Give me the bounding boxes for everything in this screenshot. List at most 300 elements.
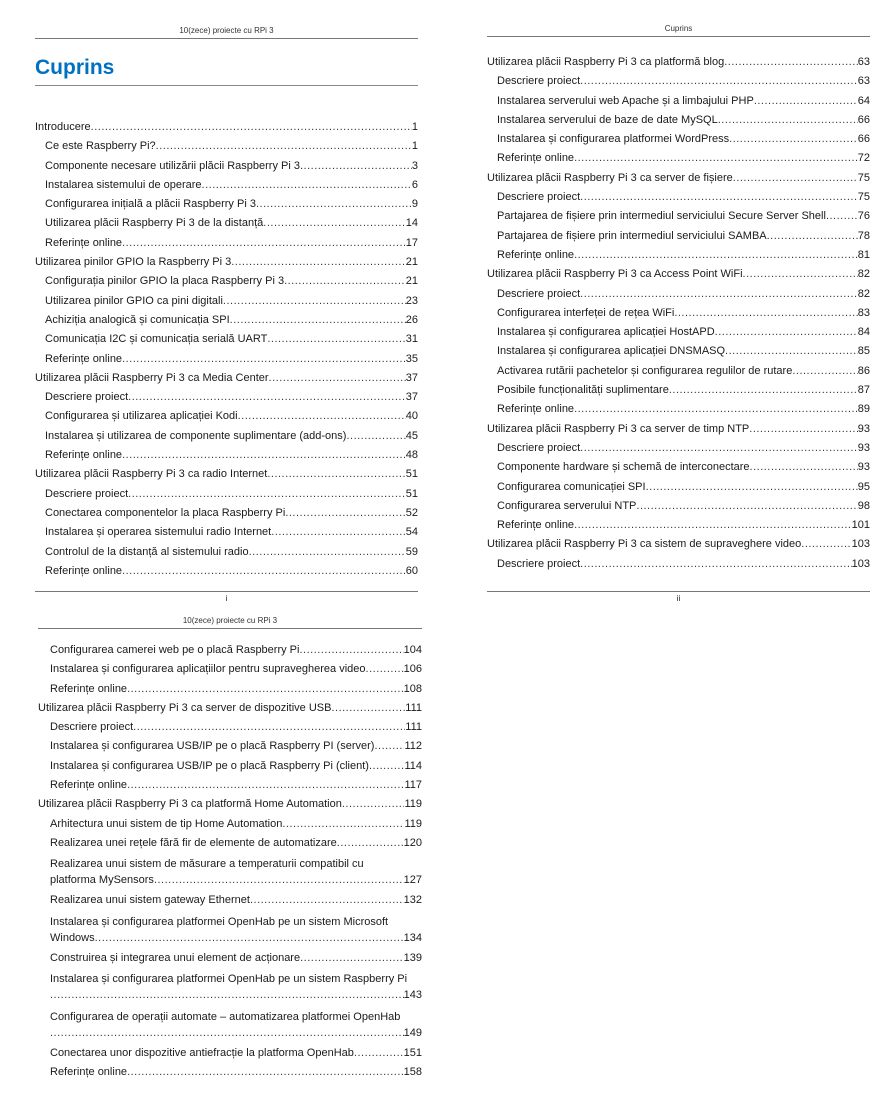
toc-entry-title: platforma MySensors bbox=[50, 874, 154, 887]
toc-entry-row bbox=[45, 523, 418, 542]
toc-entry[interactable] bbox=[38, 968, 422, 1006]
toc-entry[interactable] bbox=[38, 641, 422, 660]
toc-entry-title: Configurarea camerei web pe o placă Raspberry Pi bbox=[50, 644, 300, 656]
dot-leader bbox=[718, 111, 858, 130]
toc-entry-row bbox=[497, 381, 870, 400]
toc-entry-title: Descriere proiect bbox=[45, 391, 129, 404]
dot-leader bbox=[749, 420, 857, 439]
dot-leader bbox=[580, 285, 858, 304]
toc-page-number: 108 bbox=[403, 682, 422, 695]
toc-entry-row bbox=[497, 188, 870, 207]
toc-entry-title: Referințe online bbox=[497, 403, 575, 416]
toc-entry-title: Instalarea și operarea sistemului radio Internet bbox=[45, 526, 272, 539]
toc-entry[interactable] bbox=[38, 1063, 422, 1082]
toc-entry[interactable] bbox=[35, 407, 418, 426]
toc-entry[interactable] bbox=[487, 516, 870, 535]
toc-entry-title: Descriere proiect bbox=[497, 75, 581, 88]
toc-page-number: 54 bbox=[405, 526, 418, 539]
toc-entry[interactable] bbox=[487, 458, 870, 477]
toc-page-number: 75 bbox=[857, 191, 870, 204]
toc-entry[interactable] bbox=[35, 137, 418, 156]
toc-entry[interactable] bbox=[487, 323, 870, 342]
toc-page-number: 26 bbox=[405, 313, 418, 326]
dot-leader bbox=[300, 157, 412, 176]
running-header: Cuprins bbox=[487, 22, 870, 37]
dot-leader bbox=[267, 465, 405, 484]
toc-entry-row bbox=[497, 149, 870, 168]
toc-page-number: 119 bbox=[404, 817, 422, 830]
toc-entry[interactable] bbox=[35, 504, 418, 523]
toc-entry-title: Comunicația I2C și comunicația serială UART bbox=[45, 333, 268, 346]
toc-page-number: 51 bbox=[405, 468, 418, 481]
toc-entry-title: Referințe online bbox=[50, 1066, 128, 1079]
toc-entry[interactable] bbox=[35, 311, 418, 330]
toc-entry-row bbox=[45, 272, 418, 291]
toc-entry-title: Descriere proiect bbox=[497, 441, 581, 454]
dot-leader bbox=[725, 342, 858, 361]
toc-entry-title: Instalarea și configurarea aplicației HostAPD bbox=[497, 326, 715, 339]
toc-page-number: 87 bbox=[857, 384, 870, 397]
toc-page-number: 117 bbox=[404, 779, 422, 792]
toc-entry[interactable] bbox=[487, 400, 870, 419]
toc-entry-title: Referințe online bbox=[50, 682, 128, 695]
toc-entry-row bbox=[50, 834, 422, 853]
toc-page-number: 21 bbox=[405, 256, 418, 269]
dot-leader bbox=[223, 292, 406, 311]
toc-list bbox=[487, 53, 870, 574]
toc-page-number: 1 bbox=[411, 140, 418, 153]
toc-entry[interactable] bbox=[38, 911, 422, 949]
toc-entry[interactable] bbox=[487, 342, 870, 361]
dot-leader bbox=[91, 118, 412, 137]
toc-entry[interactable] bbox=[38, 660, 422, 679]
toc-entry-row bbox=[497, 362, 870, 381]
toc-page-number: 112 bbox=[404, 740, 422, 753]
dot-leader bbox=[646, 478, 858, 497]
toc-entry-row bbox=[35, 118, 418, 137]
toc-entry[interactable] bbox=[35, 350, 418, 369]
toc-page-number: 85 bbox=[857, 345, 870, 358]
toc-entry-title: Descriere proiect bbox=[497, 557, 581, 570]
toc-page-number: 60 bbox=[405, 564, 418, 577]
toc-entry[interactable] bbox=[35, 485, 418, 504]
toc-list bbox=[38, 641, 422, 1082]
toc-entry[interactable] bbox=[35, 388, 418, 407]
toc-page-number: 86 bbox=[857, 364, 870, 377]
toc-entry[interactable] bbox=[35, 369, 418, 388]
toc-entry-row bbox=[45, 176, 418, 195]
toc-entry-title: Referințe online bbox=[497, 152, 575, 165]
toc-entry-title: Referințe online bbox=[497, 248, 575, 261]
toc-entry-row bbox=[38, 795, 422, 814]
toc-entry-title: Referințe online bbox=[497, 519, 575, 532]
toc-entry-title: Utilizarea plăcii Raspberry Pi 3 ca Access Point WiFi bbox=[487, 268, 743, 281]
toc-entry-title: Conectarea componentelor la placa Raspberry Pi bbox=[45, 506, 286, 519]
toc-entry[interactable] bbox=[38, 757, 422, 776]
toc-page-number: 82 bbox=[857, 287, 870, 300]
toc-entry-row bbox=[45, 388, 418, 407]
dot-leader bbox=[337, 834, 404, 853]
dot-leader bbox=[269, 369, 406, 388]
toc-page-number: 76 bbox=[857, 210, 870, 223]
toc-entry[interactable] bbox=[35, 543, 418, 562]
toc-page-number: 103 bbox=[851, 557, 870, 570]
toc-entry[interactable] bbox=[38, 718, 422, 737]
dot-leader bbox=[271, 523, 406, 542]
toc-page-number: 103 bbox=[851, 538, 870, 551]
toc-entry[interactable] bbox=[35, 272, 418, 291]
toc-entry-row bbox=[497, 285, 870, 304]
dot-leader bbox=[230, 311, 406, 330]
toc-entry-title: Utilizarea pinilor GPIO ca pini digitali bbox=[45, 294, 223, 307]
toc-page-number: 149 bbox=[403, 1026, 422, 1039]
dot-leader bbox=[267, 330, 405, 349]
toc-entry[interactable] bbox=[38, 680, 422, 699]
toc-entry[interactable] bbox=[38, 834, 422, 853]
toc-entry[interactable] bbox=[38, 699, 422, 718]
dot-leader bbox=[127, 680, 404, 699]
toc-entry-title: Introducere bbox=[35, 121, 91, 133]
toc-entry[interactable] bbox=[487, 72, 870, 91]
toc-page-number: 127 bbox=[403, 874, 422, 887]
toc-entry[interactable] bbox=[35, 195, 418, 214]
toc-page-number: 98 bbox=[857, 499, 870, 512]
toc-entry[interactable] bbox=[487, 111, 870, 130]
toc-page-number: 63 bbox=[857, 56, 870, 68]
dot-leader bbox=[669, 381, 858, 400]
toc-entry-row bbox=[45, 350, 418, 369]
toc-entry-title: Configurarea inițială a plăcii Raspberry Pi 3 bbox=[45, 198, 256, 211]
dot-leader bbox=[300, 949, 404, 968]
toc-entry-row bbox=[50, 680, 422, 699]
toc-entry[interactable] bbox=[35, 176, 418, 195]
toc-entry-title: Configurarea și utilizarea aplicației Kodi bbox=[45, 410, 238, 423]
toc-entry[interactable] bbox=[487, 285, 870, 304]
toc-entry-title: Instalarea serverului web Apache și a limbajului PHP bbox=[497, 94, 754, 107]
toc-entry[interactable] bbox=[487, 149, 870, 168]
toc-entry-title: Arhitectura unui sistem de tip Home Automation bbox=[50, 817, 283, 830]
toc-entry-row bbox=[50, 1025, 422, 1041]
dot-leader bbox=[574, 516, 852, 535]
toc-entry-row bbox=[38, 699, 422, 718]
toc-page-number: 66 bbox=[857, 113, 870, 126]
dot-leader bbox=[127, 1063, 404, 1082]
toc-entry-row bbox=[497, 304, 870, 323]
running-header: 10(zece) proiecte cu RPi 3 bbox=[38, 614, 422, 629]
toc-page-number: 48 bbox=[405, 449, 418, 462]
toc-entry-row bbox=[45, 311, 418, 330]
dot-leader bbox=[122, 234, 406, 253]
toc-entry-title: Posibile funcționalități suplimentare bbox=[497, 384, 669, 397]
toc-entry-row bbox=[35, 465, 418, 484]
toc-page-number: 114 bbox=[404, 759, 422, 772]
toc-entry[interactable] bbox=[38, 1006, 422, 1044]
dot-leader bbox=[122, 562, 406, 581]
toc-entry[interactable] bbox=[35, 253, 418, 272]
toc-entry-row bbox=[45, 234, 418, 253]
dot-leader bbox=[122, 350, 406, 369]
toc-entry-row bbox=[497, 323, 870, 342]
dot-leader bbox=[154, 872, 404, 888]
toc-entry-row bbox=[45, 427, 418, 446]
toc-page-number: 84 bbox=[857, 326, 870, 339]
toc-entry[interactable] bbox=[487, 169, 870, 188]
dot-leader bbox=[733, 169, 858, 188]
toc-entry-title: Utilizarea plăcii Raspberry Pi 3 de la distanță bbox=[45, 217, 264, 230]
toc-page-number: 14 bbox=[405, 217, 418, 230]
toc-entry[interactable] bbox=[35, 330, 418, 349]
toc-page-number: 1 bbox=[411, 121, 418, 133]
dot-leader bbox=[366, 660, 404, 679]
dot-leader bbox=[284, 272, 406, 291]
toc-entry[interactable] bbox=[487, 439, 870, 458]
dot-leader bbox=[767, 227, 858, 246]
toc-entry[interactable] bbox=[35, 157, 418, 176]
toc-entry-row bbox=[50, 949, 422, 968]
toc-entry-title: Realizarea unei rețele fără fir de elemente de automatizare bbox=[50, 836, 337, 849]
toc-entry-title: Componente hardware și schemă de interconectare bbox=[497, 461, 750, 474]
toc-entry-title: Instalarea sistemului de operare bbox=[45, 178, 202, 191]
toc-entry-row bbox=[497, 400, 870, 419]
dot-leader bbox=[354, 1044, 404, 1063]
toc-entry-title: Partajarea de fișiere prin intermediul serviciului SAMBA bbox=[497, 229, 767, 242]
dot-leader bbox=[331, 699, 405, 718]
toc-entry-row bbox=[45, 137, 418, 156]
dot-leader bbox=[299, 641, 403, 660]
toc-entry-title: Utilizarea plăcii Raspberry Pi 3 ca sistem de supraveghere video bbox=[487, 538, 802, 551]
dot-leader bbox=[50, 987, 404, 1003]
dot-leader bbox=[729, 130, 858, 149]
toc-entry-row bbox=[50, 872, 422, 888]
dot-leader bbox=[801, 535, 851, 554]
toc-entry-title: Referințe online bbox=[45, 564, 123, 577]
dot-leader bbox=[636, 497, 857, 516]
dot-leader bbox=[792, 362, 857, 381]
dot-leader bbox=[249, 543, 406, 562]
toc-entry[interactable] bbox=[35, 446, 418, 465]
toc-entry-row bbox=[487, 420, 870, 439]
toc-entry[interactable] bbox=[487, 53, 870, 72]
toc-entry-row bbox=[50, 641, 422, 660]
toc-entry-row bbox=[50, 660, 422, 679]
toc-entry[interactable] bbox=[38, 776, 422, 795]
toc-entry-title: Instalarea și configurarea USB/IP pe o placă Raspberry Pi (client) bbox=[50, 759, 369, 772]
toc-page-number: 3 bbox=[411, 159, 418, 172]
toc-page-number: 132 bbox=[403, 894, 422, 907]
dot-leader bbox=[369, 757, 405, 776]
toc-page-number: 139 bbox=[403, 951, 422, 964]
toc-entry[interactable] bbox=[487, 478, 870, 497]
toc-page-number: 21 bbox=[405, 275, 418, 288]
toc-entry-title: Descriere proiect bbox=[50, 721, 134, 734]
toc-entry[interactable] bbox=[35, 465, 418, 484]
toc-entry[interactable] bbox=[487, 381, 870, 400]
dot-leader bbox=[724, 53, 858, 72]
dot-leader bbox=[282, 815, 404, 834]
toc-page-number: 111 bbox=[405, 701, 422, 714]
toc-entry[interactable] bbox=[487, 207, 870, 226]
toc-entry-row bbox=[50, 815, 422, 834]
toc-entry-row bbox=[50, 930, 422, 946]
toc-entry-title: Activarea rutării pachetelor și configurarea regulilor de rutare bbox=[497, 364, 793, 377]
toc-entry[interactable] bbox=[38, 737, 422, 756]
toc-entry[interactable] bbox=[487, 535, 870, 554]
toc-entry-title: Utilizarea plăcii Raspberry Pi 3 ca Media Center bbox=[35, 371, 269, 384]
dot-leader bbox=[574, 400, 858, 419]
toc-entry-row bbox=[497, 207, 870, 226]
dot-leader bbox=[346, 427, 405, 446]
toc-page-number: 52 bbox=[405, 506, 418, 519]
dot-leader bbox=[743, 265, 858, 284]
toc-page-number: 31 bbox=[405, 333, 418, 346]
toc-entry-title: Referințe online bbox=[45, 449, 123, 462]
toc-page-number: 104 bbox=[403, 644, 422, 656]
toc-entry-row bbox=[497, 92, 870, 111]
toc-entry[interactable] bbox=[35, 292, 418, 311]
toc-entry-title: Instalarea serverului de baze de date MySQL bbox=[497, 113, 718, 126]
page-title: Cuprins bbox=[35, 54, 418, 86]
toc-page-number: 45 bbox=[405, 429, 418, 442]
toc-entry[interactable] bbox=[487, 497, 870, 516]
toc-entry-title: Configurarea serverului NTP bbox=[497, 499, 637, 512]
toc-page-number: 101 bbox=[851, 519, 870, 532]
page-number: ii bbox=[487, 591, 870, 603]
toc-entry[interactable] bbox=[487, 92, 870, 111]
toc-entry[interactable] bbox=[487, 188, 870, 207]
toc-entry[interactable] bbox=[487, 304, 870, 323]
toc-entry-title: Instalarea și configurarea USB/IP pe o placă Raspberry PI (server) bbox=[50, 740, 375, 753]
toc-entry-row bbox=[50, 987, 422, 1003]
toc-entry-row bbox=[50, 757, 422, 776]
toc-page-number: 93 bbox=[857, 422, 870, 435]
toc-list bbox=[35, 118, 418, 581]
dot-leader bbox=[238, 407, 406, 426]
dot-leader bbox=[580, 439, 858, 458]
toc-page-number: 78 bbox=[857, 229, 870, 242]
toc-entry-title: Instalarea și utilizarea de componente suplimentare (add-ons) bbox=[45, 429, 347, 442]
toc-entry[interactable] bbox=[38, 1044, 422, 1063]
toc-entry-row bbox=[50, 737, 422, 756]
dot-leader bbox=[574, 246, 858, 265]
dot-leader bbox=[750, 458, 858, 477]
dot-leader bbox=[580, 188, 858, 207]
toc-entry-title: Instalarea și configurarea platformei WordPress bbox=[497, 133, 730, 146]
toc-page-2 bbox=[487, 22, 870, 574]
dot-leader bbox=[580, 72, 858, 91]
toc-page-number: 143 bbox=[403, 988, 422, 1001]
toc-entry-title: Partajarea de fișiere prin intermediul serviciului Secure Server Shell bbox=[497, 210, 826, 223]
dot-leader bbox=[263, 214, 405, 233]
toc-entry[interactable] bbox=[38, 891, 422, 910]
running-header: 10(zece) proiecte cu RPi 3 bbox=[35, 24, 418, 39]
toc-entry-title: Configurarea comunicației SPI bbox=[497, 480, 646, 493]
toc-page-number: 17 bbox=[405, 236, 418, 249]
toc-page-number: 83 bbox=[857, 306, 870, 319]
toc-entry[interactable] bbox=[487, 362, 870, 381]
toc-entry-title: Utilizarea plăcii Raspberry Pi 3 ca server de fișiere bbox=[487, 171, 733, 184]
toc-entry[interactable] bbox=[487, 420, 870, 439]
toc-page-1 bbox=[35, 24, 418, 581]
toc-page-number: 81 bbox=[857, 248, 870, 261]
toc-entry-row bbox=[50, 718, 422, 737]
dot-leader bbox=[231, 253, 406, 272]
toc-entry[interactable] bbox=[35, 214, 418, 233]
toc-page-number: 120 bbox=[403, 836, 422, 849]
toc-page-number: 40 bbox=[405, 410, 418, 423]
toc-entry-row bbox=[487, 169, 870, 188]
toc-entry-row bbox=[487, 53, 870, 72]
toc-entry-row bbox=[45, 446, 418, 465]
toc-entry-title: Controlul de la distanță al sistemului radio bbox=[45, 545, 249, 558]
toc-entry[interactable] bbox=[38, 949, 422, 968]
toc-entry[interactable] bbox=[38, 815, 422, 834]
dot-leader bbox=[715, 323, 858, 342]
toc-entry-row bbox=[45, 504, 418, 523]
toc-entry[interactable] bbox=[487, 555, 870, 574]
toc-entry[interactable] bbox=[35, 118, 418, 137]
toc-page-number: 111 bbox=[405, 721, 422, 734]
toc-page-number: 9 bbox=[411, 198, 418, 211]
toc-page-number: 95 bbox=[857, 480, 870, 493]
toc-entry[interactable] bbox=[35, 523, 418, 542]
toc-page-number: 37 bbox=[405, 391, 418, 404]
page-number: i bbox=[35, 591, 418, 603]
toc-entry[interactable] bbox=[38, 795, 422, 814]
toc-entry[interactable] bbox=[487, 246, 870, 265]
toc-page-number: 89 bbox=[857, 403, 870, 416]
toc-entry-title: Instalarea și configurarea platformei OpenHab pe un sistem Raspberry Pi bbox=[50, 972, 408, 985]
toc-entry-title: Instalarea și configurarea aplicației DNSMASQ bbox=[497, 345, 726, 358]
toc-entry-title: Utilizarea plăcii Raspberry Pi 3 ca server de dispozitive USB bbox=[38, 701, 332, 714]
toc-entry[interactable] bbox=[35, 562, 418, 581]
toc-page-number: 119 bbox=[404, 798, 422, 811]
toc-entry-row bbox=[497, 246, 870, 265]
dot-leader bbox=[250, 891, 404, 910]
toc-entry-row bbox=[497, 458, 870, 477]
toc-entry-title: Windows bbox=[50, 931, 95, 944]
toc-entry-title: Utilizarea plăcii Raspberry Pi 3 ca server de timp NTP bbox=[487, 422, 750, 435]
toc-entry-title: Realizarea unui sistem de măsurare a temperaturii compatibil cu bbox=[50, 858, 364, 871]
toc-entry[interactable] bbox=[35, 234, 418, 253]
toc-entry-row bbox=[50, 891, 422, 910]
toc-entry-title: Construirea și integrarea unui element de acționare bbox=[50, 951, 301, 964]
toc-entry-row bbox=[50, 1063, 422, 1082]
toc-entry[interactable] bbox=[35, 427, 418, 446]
toc-entry[interactable] bbox=[487, 130, 870, 149]
toc-entry-title: Instalarea și configurarea aplicațiilor pentru supravegherea video bbox=[50, 663, 366, 676]
toc-entry-title: Referințe online bbox=[45, 236, 123, 249]
toc-page-number: 93 bbox=[857, 441, 870, 454]
toc-page-number: 23 bbox=[405, 294, 418, 307]
toc-entry-row bbox=[45, 157, 418, 176]
toc-page-3 bbox=[38, 614, 422, 1082]
toc-entry[interactable] bbox=[487, 227, 870, 246]
toc-entry-title: Ce este Raspberry Pi? bbox=[45, 140, 156, 153]
dot-leader bbox=[156, 137, 412, 156]
dot-leader bbox=[50, 1025, 404, 1041]
toc-entry-title: Descriere proiect bbox=[45, 487, 129, 500]
toc-entry[interactable] bbox=[38, 853, 422, 891]
toc-entry-title: Configurarea de operații automate – automatizarea platformei OpenHab bbox=[50, 1010, 401, 1023]
toc-entry-title: Configurarea interfeței de rețea WiFi bbox=[497, 306, 675, 319]
toc-page-number: 63 bbox=[857, 75, 870, 88]
toc-entry-row bbox=[497, 227, 870, 246]
toc-entry-title: Descriere proiect bbox=[497, 287, 581, 300]
toc-entry[interactable] bbox=[487, 265, 870, 284]
toc-entry-row bbox=[50, 776, 422, 795]
toc-entry-row bbox=[497, 478, 870, 497]
toc-entry-row bbox=[497, 130, 870, 149]
